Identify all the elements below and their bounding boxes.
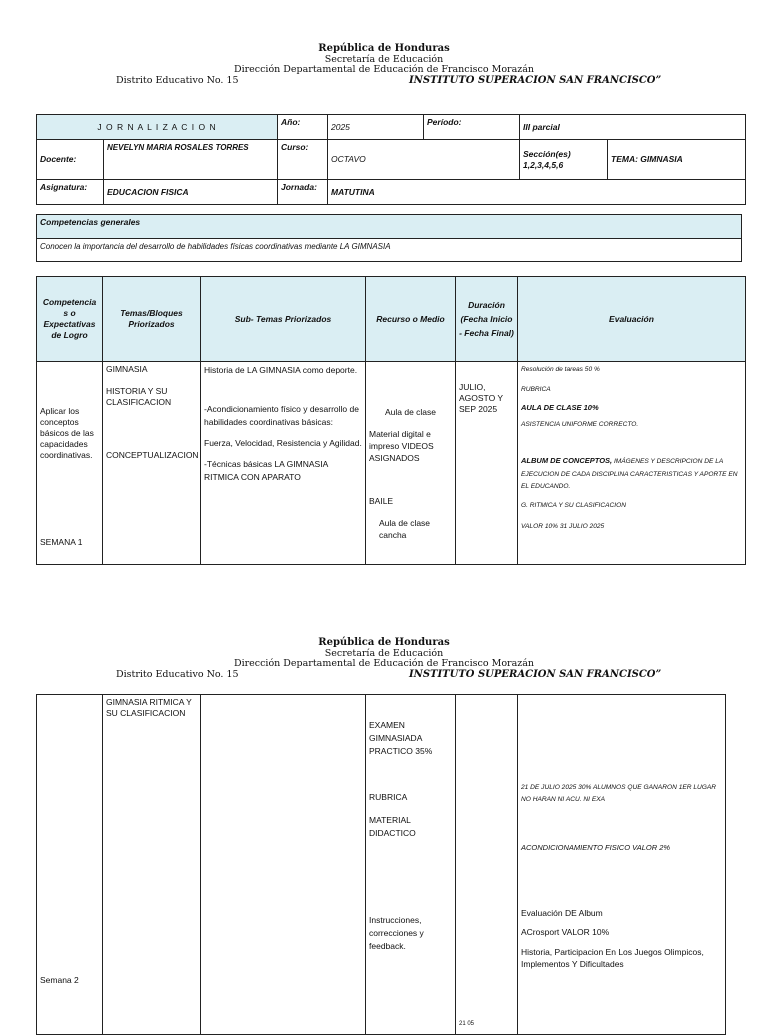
docente-value: NEVELYN MARIA ROSALES TORRES <box>107 143 249 152</box>
eval-item: 21 DE JULIO 2025 30% ALUMNOS QUE GANARON 1ER LUGAR NO HARAN NI ACU. NI EXA <box>521 784 717 803</box>
jornada-value: MATUTINA <box>328 180 746 205</box>
recurso-item: Aula de clase <box>384 407 437 417</box>
competencias-text: Conocen la importancia del desarrollo de habilidades físicas coordinativas mediante LA GIMNASIA <box>37 239 742 262</box>
anio-value: 2025 <box>328 115 424 140</box>
recurso-item: Aula de clase cancha <box>379 518 431 540</box>
recurso-item: Instrucciones, correcciones y feedback. <box>369 915 424 951</box>
semana2-cell <box>37 695 103 1035</box>
subtema-item: Fuerza, Velocidad, Resistencia y Agilidad. <box>204 438 362 448</box>
header-duracion: Duración (Fecha Inicio - Fecha Final) <box>456 277 518 362</box>
competencias-table <box>36 214 742 262</box>
album-desc: IMÁGENES Y DESCRIPCION DE LA EJECUCION DE CADA DISCIPLINA CARACTERISTICAS Y APORTE EN EL EDUCANDO. <box>521 458 738 490</box>
periodo-value: III parcial <box>520 115 746 140</box>
plan-table-week1 <box>36 276 746 565</box>
header-competencias: Competencia s o Expectativas de Logro <box>37 277 103 362</box>
tema-item: CONCEPTUALIZACION <box>106 450 199 460</box>
institute-name: INSTITUTO SUPERACION SAN FRANCISCO” <box>409 668 662 680</box>
curso-value: OCTAVO <box>328 140 520 180</box>
eval-item: AULA DE CLASE 10% <box>521 403 599 412</box>
competencia-cell <box>37 362 103 565</box>
tema-item: GIMNASIA RITMICA Y SU CLASIFICACION <box>106 697 192 718</box>
subtema-item: -Acondicionamiento físico y desarrollo de habilidades coordinativas básicas: <box>204 404 359 427</box>
competencia-text: Aplicar los conceptos básicos de las capacidades coordinativas. <box>40 406 94 460</box>
header-subtemas: Sub- Temas Priorizados <box>201 277 366 362</box>
evaluacion-cell <box>518 695 726 1035</box>
department-title: Dirección Departamental de Educación de Francisco Morazán <box>233 64 535 75</box>
asignatura-cell <box>37 180 278 205</box>
header-recurso: Recurso o Medio <box>366 277 456 362</box>
tema-item: GIMNASIA <box>106 364 148 374</box>
duracion-text: 21 05 <box>459 1021 475 1027</box>
eval-item: ACrosport VALOR 10% <box>521 927 610 937</box>
tema-value: TEMA: GIMNASIA <box>608 140 746 180</box>
ministry-title: Secretaría de Educación <box>324 53 444 65</box>
country-title: República de Honduras <box>318 43 450 54</box>
semana-label: Semana 2 <box>40 975 79 985</box>
eval-item: RUBRICA <box>521 386 551 393</box>
temas-cell <box>103 695 201 1035</box>
eval-item: Historia, Participacion En Los Juegos Olimpicos, Implementos Y Dificultades <box>521 947 704 969</box>
document-header-page2 <box>0 638 768 681</box>
eval-item: Evaluación DE Album <box>521 908 603 918</box>
secciones-value: Sección(es) 1,2,3,4,5,6 <box>520 140 608 180</box>
document-header <box>0 44 768 87</box>
jornada-label: Jornada: <box>278 180 328 205</box>
subtema-item: Historia de LA GIMNASIA como deporte. <box>204 365 358 375</box>
subtemas-cell <box>201 362 366 565</box>
semana-label: SEMANA 1 <box>40 537 83 547</box>
evaluacion-cell <box>518 362 746 565</box>
district-label: Distrito Educativo No. 15 <box>116 74 239 86</box>
eval-item: Resolución de tareas 50 % <box>521 366 600 373</box>
recurso-item: MATERIAL DIDACTICO <box>369 815 416 838</box>
temas-cell <box>103 362 201 565</box>
info-table <box>36 114 746 205</box>
eval-item: G. RITMICA Y SU CLASIFICACION <box>521 501 627 509</box>
competencias-label: Competencias generales <box>37 215 742 239</box>
header-temas: Temas/Bloques Priorizados <box>103 277 201 362</box>
country-title: República de Honduras <box>318 637 450 648</box>
docente-cell <box>37 140 278 180</box>
duracion-cell <box>456 695 518 1035</box>
recurso-item: Material digital e impreso VIDEOS ASIGNADOS <box>369 429 434 463</box>
department-title: Dirección Departamental de Educación de Francisco Morazán <box>233 658 535 669</box>
curso-label: Curso: <box>278 140 328 180</box>
subtemas-cell <box>201 695 366 1035</box>
institute-name: INSTITUTO SUPERACION SAN FRANCISCO” <box>409 74 662 86</box>
recurso-item: BAILE <box>369 496 394 506</box>
recurso-cell <box>366 362 456 565</box>
periodo-label: Período: <box>424 115 520 140</box>
eval-item: VALOR 10% 31 JULIO 2025 <box>521 522 605 530</box>
anio-label: Año: <box>278 115 328 140</box>
recurso-cell <box>366 695 456 1035</box>
duracion-cell <box>456 362 518 565</box>
asignatura-label: Asignatura: <box>37 180 104 204</box>
district-label: Distrito Educativo No. 15 <box>116 668 239 680</box>
recurso-item: EXAMEN GIMNASIADA PRACTICO 35% <box>369 720 433 756</box>
album-label: ALBUM DE CONCEPTOS, <box>521 456 613 465</box>
tema-item: HISTORIA Y SU CLASIFICACION <box>106 386 172 407</box>
eval-album <box>521 455 742 494</box>
ministry-title: Secretaría de Educación <box>324 647 444 659</box>
eval-item: ACONDICIONAMIENTO FISICO VALOR 2% <box>521 843 671 852</box>
duracion-text: JULIO, AGOSTO Y SEP 2025 <box>459 382 503 414</box>
jornalizacion-title: J O R N A L I Z A C I O N <box>37 115 278 140</box>
subtema-item: -Técnicas básicas LA GIMNASIA RITMICA CON APARATO <box>204 459 328 482</box>
plan-table-week2 <box>36 694 726 1035</box>
header-evaluacion: Evaluación <box>518 277 746 362</box>
docente-label: Docente: <box>37 140 104 179</box>
recurso-item: RUBRICA <box>369 792 408 802</box>
asignatura-value: EDUCACION FISICA <box>107 186 189 197</box>
eval-item: ASISTENCIA UNIFORME CORRECTO. <box>521 421 639 428</box>
